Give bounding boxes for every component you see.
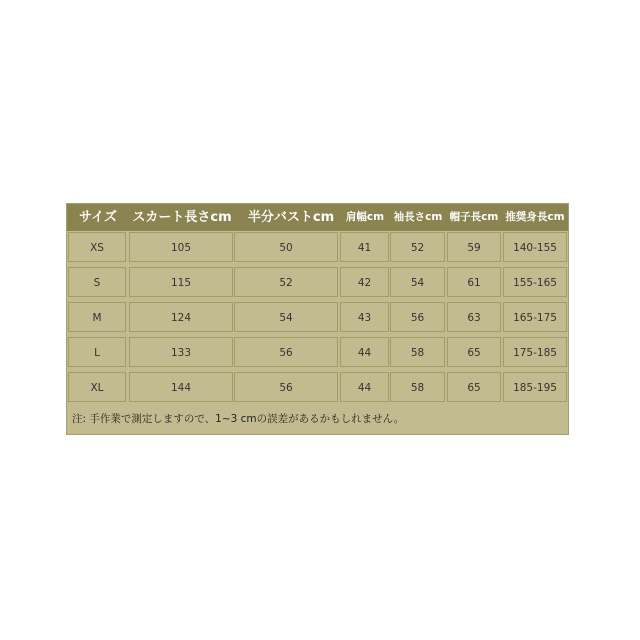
header-shoulder: 肩幅cm: [345, 211, 385, 223]
table-cell-skirt: 133: [129, 337, 233, 367]
table-cell-sleeve: 52: [390, 232, 445, 262]
table-cell-height: 185-195: [503, 372, 567, 402]
table-cell-sleeve: 58: [390, 337, 445, 367]
table-cell-height: 155-165: [503, 267, 567, 297]
table-cell-sleeve: 56: [390, 302, 445, 332]
table-cell-hat: 65: [447, 337, 501, 367]
table-cell-skirt: 124: [129, 302, 233, 332]
size-chart-header: [67, 204, 568, 231]
table-cell-height: 165-175: [503, 302, 567, 332]
table-cell-sleeve: 58: [390, 372, 445, 402]
table-cell-sleeve: 54: [390, 267, 445, 297]
table-cell-shoulder: 44: [340, 372, 389, 402]
table-cell-hat: 65: [447, 372, 501, 402]
table-cell-size: XL: [68, 372, 126, 402]
header-skirt-length: スカート長さcm: [132, 210, 232, 225]
table-cell-hat: 63: [447, 302, 501, 332]
table-cell-hat: 61: [447, 267, 501, 297]
header-sleeve: 袖長さcm: [393, 211, 443, 223]
table-cell-bust: 56: [234, 337, 338, 367]
table-cell-skirt: 144: [129, 372, 233, 402]
table-cell-size: L: [68, 337, 126, 367]
table-cell-size: XS: [68, 232, 126, 262]
table-cell-height: 175-185: [503, 337, 567, 367]
table-cell-shoulder: 41: [340, 232, 389, 262]
table-cell-bust: 54: [234, 302, 338, 332]
size-chart: [66, 203, 569, 435]
table-cell-bust: 50: [234, 232, 338, 262]
header-hat: 帽子長cm: [449, 211, 499, 223]
table-cell-size: M: [68, 302, 126, 332]
table-cell-bust: 56: [234, 372, 338, 402]
header-half-bust: 半分バストcm: [247, 210, 335, 225]
header-size: サイズ: [79, 210, 117, 225]
table-cell-shoulder: 44: [340, 337, 389, 367]
table-cell-hat: 59: [447, 232, 501, 262]
table-cell-height: 140-155: [503, 232, 567, 262]
header-recommended-height: 推奨身長cm: [505, 211, 565, 223]
table-cell-size: S: [68, 267, 126, 297]
table-cell-skirt: 115: [129, 267, 233, 297]
table-cell-shoulder: 42: [340, 267, 389, 297]
table-cell-bust: 52: [234, 267, 338, 297]
table-cell-skirt: 105: [129, 232, 233, 262]
table-cell-shoulder: 43: [340, 302, 389, 332]
measurement-note: 注: 手作業で測定しますので、1~3 cmの誤差があるかもしれません。: [72, 413, 405, 425]
